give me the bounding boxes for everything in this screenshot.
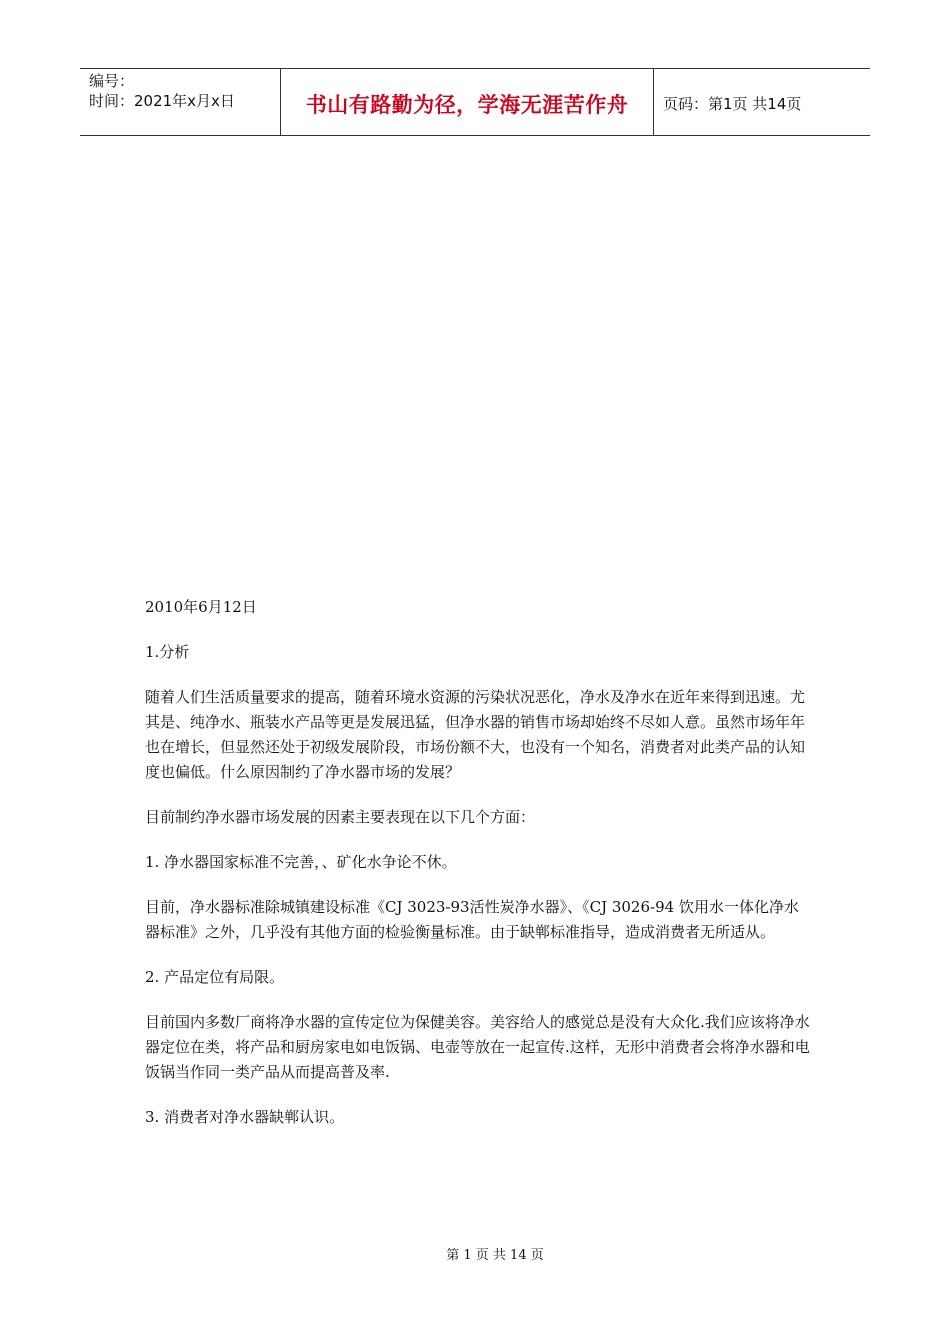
header-page-code: 页码：第1页 共14页 [663,94,802,113]
paragraph: 目前制约净水器市场发展的因素主要表现在以下几个方面： [145,808,536,826]
header-motto: 书山有路勤为径，学海无涯苦作舟 [281,69,654,135]
paragraph: 目前国内多数厂商将净水器的宣传定位为保健美容。美容给人的感觉总是没有大众化.我们应该将净水器定位在类，将产品和厨房家电如电饭锅、电壶等放在一起宣传.这样，无形中消费者会将净水器和电饭锅当作同一类产品从而提高普及率. [145,1013,810,1081]
number-label: 编号： [89,72,135,90]
time-label: 时间：2021年x月x日 [89,92,235,110]
header-info-cell [80,69,281,135]
document-date: 2010年6月12日 [145,598,257,616]
page-footer: 第 1 页 共 14 页 [446,1248,544,1263]
section-heading: 1.分析 [145,643,190,661]
list-item: 2. 产品定位有局限。 [145,968,285,986]
page-header [80,68,870,136]
list-item: 3. 消费者对净水器缺郸认识。 [145,1108,345,1126]
list-item: 1. 净水器国家标准不完善，、矿化水争论不休。 [145,853,457,871]
paragraph: 随着人们生活质量要求的提高，随着环境水资源的污染状况恶化，净水及净水在近年来得到迅速。尤其是、纯净水、瓶装水产品等更是发展迅猛，但净水器的销售市场却始终不尽如人意。虽然市场年年也在增长，但显然还处于初级发展阶段，市场份额不大，也没有一个知名，消费者对此类产品的认知度也偏低。什么原因制约了净水器市场的发展？ [145,688,806,781]
document-body [145,595,810,1150]
paragraph: 目前，净水器标准除城镇建设标准《CJ 3023-93活性炭净水器》、《CJ 3026-94 饮用水一体化净水器标准》之外，几乎没有其他方面的检验衡量标准。由于缺郸标准指导，造成消费者无所适从。 [145,898,799,941]
